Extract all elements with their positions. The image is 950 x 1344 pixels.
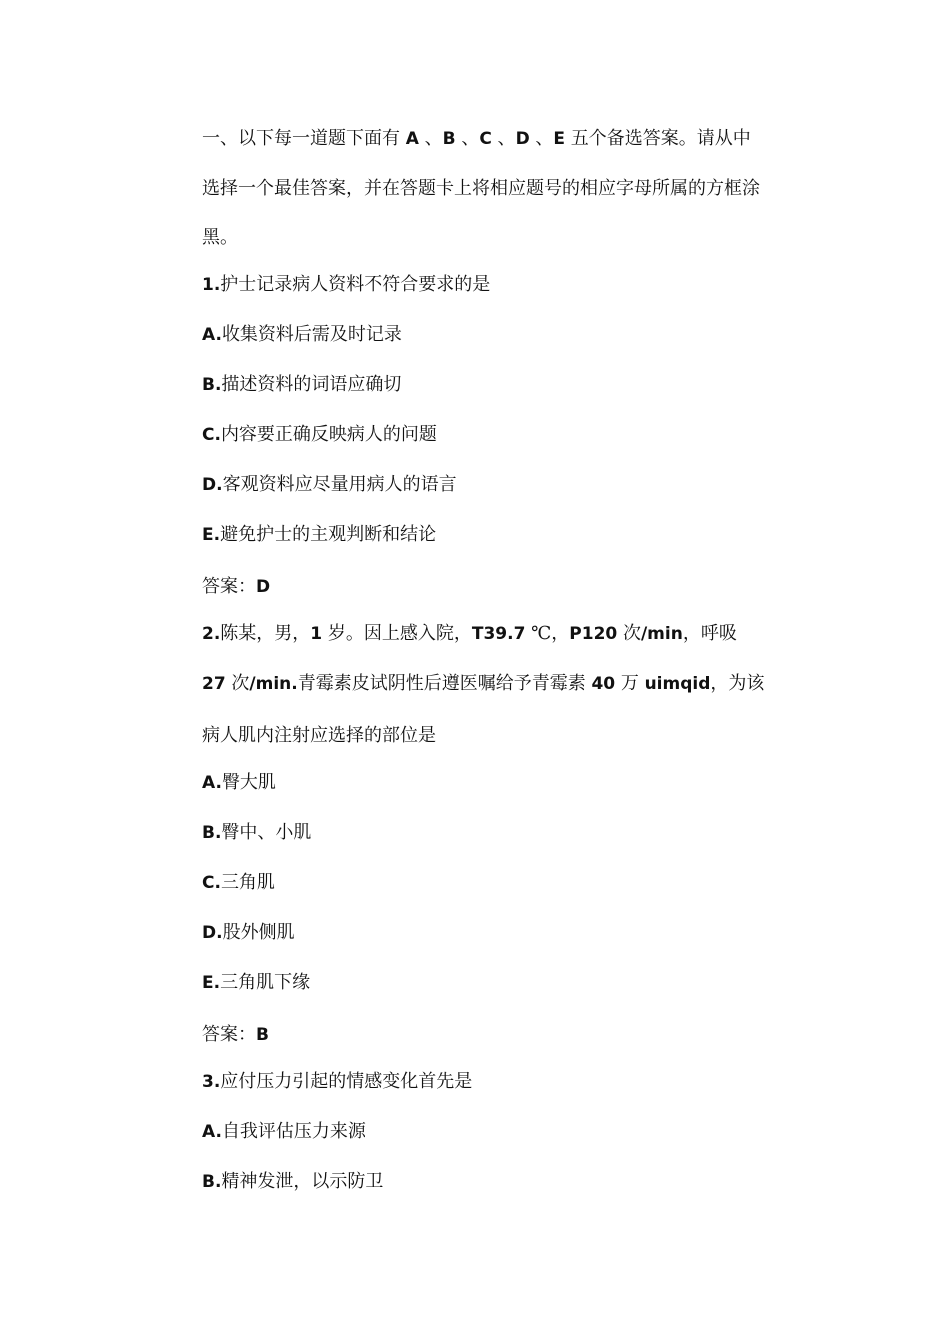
question-number: 1. <box>202 275 221 295</box>
dose-unit: uimqid <box>644 674 711 694</box>
question-1-answer <box>202 575 822 599</box>
unit-text: /min. <box>249 674 298 694</box>
option-letter: A. <box>202 773 222 793</box>
question-2-stem-line-3: 病人肌内注射应选择的部位是 <box>202 725 436 746</box>
question-text: ，呼吸 <box>682 623 737 644</box>
option-letter: B. <box>202 375 222 395</box>
instructions-line-2: 选择一个最佳答案，并在答题卡上将相应题号的相应字母所属的方框涂 <box>202 178 760 199</box>
option-text: 臀大肌 <box>221 772 276 793</box>
option-letter: C. <box>202 873 221 893</box>
pulse-value: P120 <box>569 624 618 644</box>
separator: 、 <box>529 128 554 149</box>
letter-e: E <box>553 129 566 149</box>
question-2-option-a <box>202 771 822 795</box>
question-text: 护士记录病人资料不符合要求的是 <box>220 274 491 295</box>
question-2-stem-line-2 <box>202 672 822 696</box>
age-value: 1 <box>310 624 323 644</box>
question-text: 应付压力引起的情感变化首先是 <box>220 1071 473 1092</box>
option-text: 避免护士的主观判断和结论 <box>220 524 437 545</box>
option-text: 收集资料后需及时记录 <box>221 324 402 345</box>
question-1-option-a <box>202 323 822 347</box>
question-text: ，为该 <box>710 673 765 694</box>
question-2-option-c <box>202 871 822 895</box>
question-text: 岁。因上感入院， <box>322 623 472 644</box>
option-text: 臀中、小肌 <box>221 822 312 843</box>
question-text: 次 <box>617 623 641 644</box>
letter-a: A <box>405 129 419 149</box>
option-letter: A. <box>202 325 222 345</box>
question-2-answer <box>202 1023 822 1047</box>
unit-text: /min <box>640 624 683 644</box>
option-letter: D. <box>202 475 223 495</box>
question-text: 万 <box>615 673 645 694</box>
option-letter: E. <box>202 525 221 545</box>
question-1-option-d <box>202 473 822 497</box>
letter-d: D <box>515 129 530 149</box>
option-text: 自我评估压力来源 <box>221 1121 366 1142</box>
option-text: 描述资料的词语应确切 <box>221 374 402 395</box>
question-text: 青霉素皮试阴性后遵医嘱给予青霉素 <box>297 673 592 694</box>
question-text: 陈某，男， <box>220 623 311 644</box>
question-1-option-e <box>202 523 822 547</box>
question-1-stem <box>202 273 822 297</box>
instructions-line-1 <box>202 127 822 151</box>
option-text: 内容要正确反映病人的问题 <box>220 424 437 445</box>
option-text: 三角肌下缘 <box>220 972 311 993</box>
option-letter: B. <box>202 823 222 843</box>
option-letter: E. <box>202 973 221 993</box>
option-letter: A. <box>202 1122 222 1142</box>
question-text: 次 <box>225 673 250 694</box>
question-2-option-b <box>202 821 822 845</box>
respiration-value: 27 <box>202 674 226 694</box>
option-text: 三角肌 <box>220 872 275 893</box>
answer-value: D <box>256 577 271 597</box>
answer-label: 答案： <box>202 576 256 597</box>
option-letter: C. <box>202 425 221 445</box>
separator: 、 <box>455 128 480 149</box>
question-3-stem <box>202 1070 822 1094</box>
question-number: 2. <box>202 624 221 644</box>
question-1-option-c <box>202 423 822 447</box>
dose-value: 40 <box>591 674 616 694</box>
option-text: 精神发泄，以示防卫 <box>221 1171 384 1192</box>
question-number: 3. <box>202 1072 221 1092</box>
question-3-option-a <box>202 1120 822 1144</box>
question-2-option-e <box>202 971 822 995</box>
letter-c: C <box>479 129 492 149</box>
option-text: 股外侧肌 <box>222 922 295 943</box>
letter-b: B <box>442 129 456 149</box>
option-letter: D. <box>202 923 223 943</box>
question-3-option-b <box>202 1170 822 1194</box>
option-text: 客观资料应尽量用病人的语言 <box>222 474 457 495</box>
answer-label: 答案： <box>202 1024 256 1045</box>
question-2-stem-line-1 <box>202 622 822 646</box>
question-1-option-b <box>202 373 822 397</box>
instructions-prefix: 一、以下每一道题下面有 <box>202 128 406 149</box>
instructions-suffix: 五个备选答案。请从中 <box>565 128 751 149</box>
separator: 、 <box>418 128 443 149</box>
answer-value: B <box>256 1025 269 1045</box>
temperature-value: T39.7 <box>471 624 526 644</box>
question-2-option-d <box>202 921 822 945</box>
separator: 、 <box>491 128 516 149</box>
question-text: ℃， <box>525 623 570 644</box>
instructions-line-3: 黑。 <box>202 227 238 248</box>
option-letter: B. <box>202 1172 222 1192</box>
